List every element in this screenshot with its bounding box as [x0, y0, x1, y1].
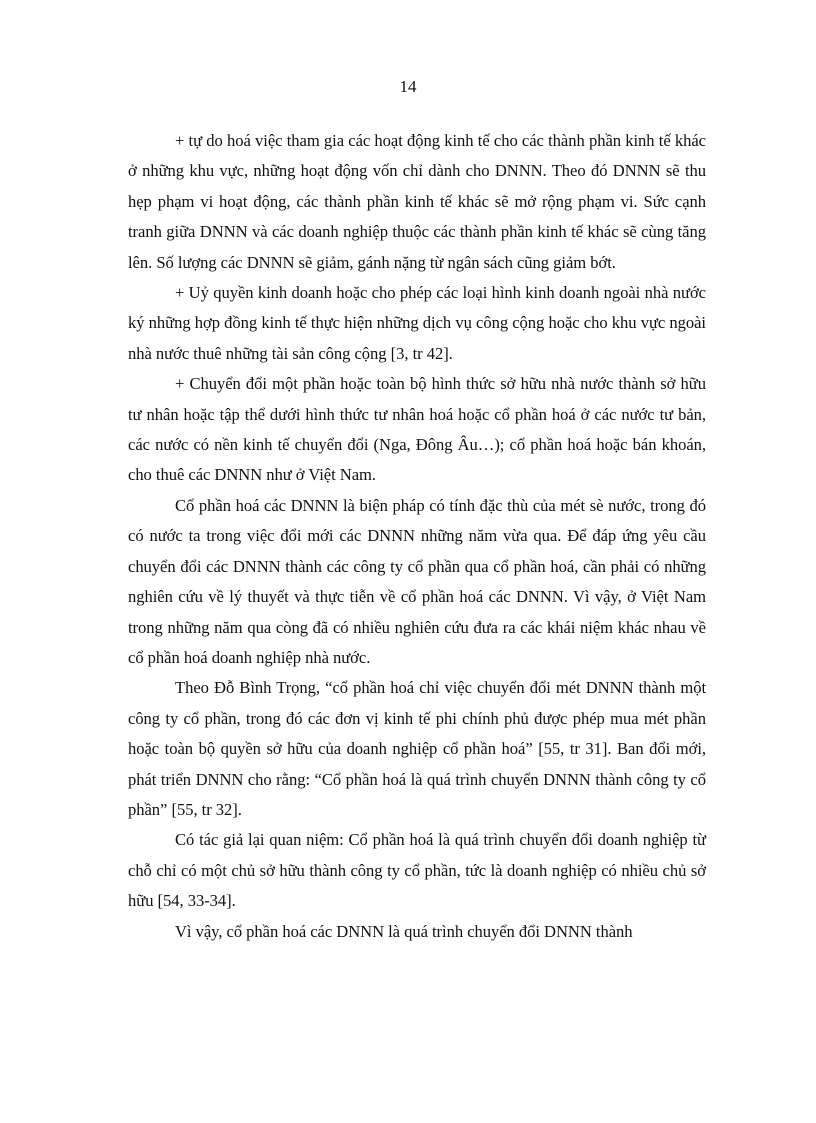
paragraph-do-binh-trong-definition: Theo Đỗ Bình Trọng, “cổ phần hoá chỉ việc chuyển đổi mét DNNN thành một công ty cổ phần, trong đó các đơn vị kinh tế phi chính phủ được phép mua mét phần hoặc toàn bộ quyền sở hữu của doanh nghiệp cổ phần hoá” [55, tr 31]. Ban đổi mới, phát triển DNNN cho rằng: “Cổ phần hoá là quá trình chuyển DNNN thành công ty cổ phần” [55, tr 32]. — [128, 678, 706, 819]
body-text — [128, 126, 706, 947]
paragraph-liberalization: + tự do hoá việc tham gia các hoạt động kinh tế cho các thành phần kinh tế khác ở những khu vực, những hoạt động vốn chỉ dành cho DNNN. Theo đó DNNN sẽ thu hẹp phạm vi hoạt động, các thành phần kinh tế khác sẽ mở rộng phạm vi. Sức cạnh tranh giữa DNNN và các doanh nghiệp thuộc các thành phần kinh tế khác sẽ cùng tăng lên. Số lượng các DNNN sẽ giảm, gánh nặng từ ngân sách cũng giảm bớt. — [128, 131, 706, 272]
paragraph-conclusion-start: Vì vậy, cổ phần hoá các DNNN là quá trình chuyển đổi DNNN thành — [175, 921, 633, 941]
page-number: 14 — [399, 77, 417, 96]
paragraph-alternative-definition: Có tác giả lại quan niệm: Cổ phần hoá là quá trình chuyển đổi doanh nghiệp từ chỗ chỉ có một chủ sở hữu thành công ty cổ phần, tức là doanh nghiệp có nhiều chủ sở hữu [54, 33-34]. — [128, 830, 706, 911]
paragraph-ownership-conversion: + Chuyển đổi một phần hoặc toàn bộ hình thức sở hữu nhà nước thành sở hữu tư nhân hoặc tập thể dưới hình thức tư nhân hoá hoặc cổ phần hoá ở các nước tư bản, các nước có nền kinh tế chuyển đổi (Nga, Đông Âu…); cổ phần hoá hoặc bán khoán, cho thuê các DNNN như ở Việt Nam. — [128, 374, 706, 485]
paragraph-equitization-overview: Cổ phần hoá các DNNN là biện pháp có tính đặc thù của mét sè nước, trong đó có nước ta trong việc đổi mới các DNNN những năm vừa qua. Để đáp ứng yêu cầu chuyển đổi các DNNN thành các công ty cổ phần qua cổ phần hoá, cần phải có những nghiên cứu về lý thuyết và thực tiễn về cổ phần hoá các DNNN. Vì vậy, ở Việt Nam trong những năm qua còng đã có nhiều nghiên cứu đưa ra các khái niệm khác nhau về cổ phần hoá doanh nghiệp nhà nước. — [128, 495, 706, 667]
paragraph-business-authorization: + Uỷ quyền kinh doanh hoặc cho phép các loại hình kinh doanh ngoài nhà nước ký những hợp đồng kinh tế thực hiện những dịch vụ công cộng hoặc cho khu vực ngoài nhà nước thuê những tài sản công cộng [3, tr 42]. — [128, 283, 706, 363]
